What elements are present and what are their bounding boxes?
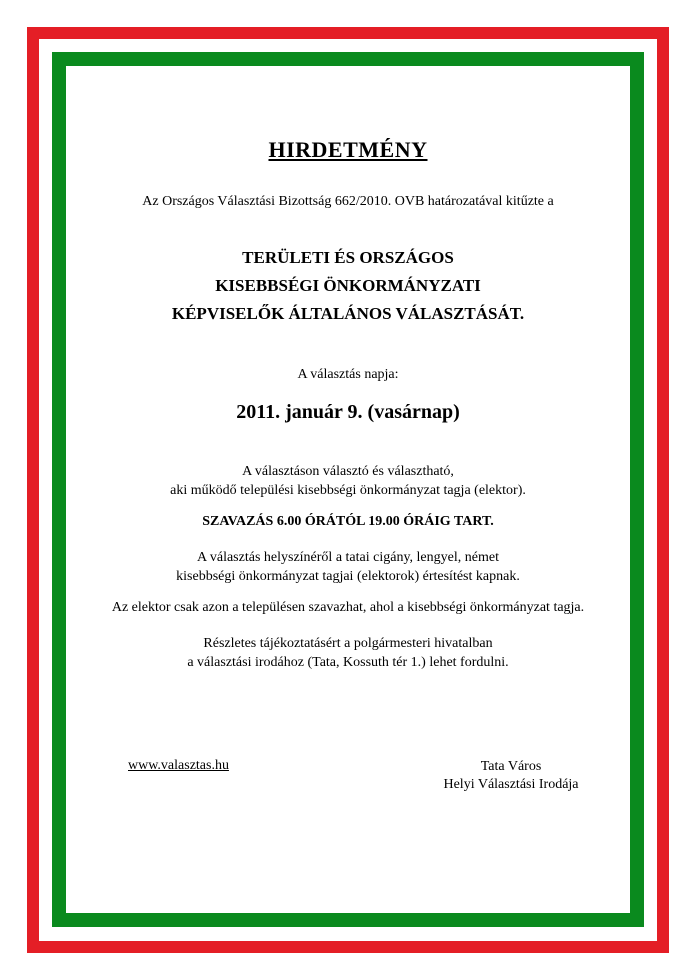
- signature-block: [426, 758, 596, 794]
- contact-info-line-2: a választási irodához (Tata, Kossuth tér 1.) lehet fordulni.: [187, 655, 509, 670]
- eligibility-text: [66, 462, 630, 500]
- notice-title: HIRDETMÉNY: [268, 137, 428, 162]
- location-info-line-2: kisebbségi önkormányzat tagjai (elektorok) értesítést kapnak.: [176, 569, 520, 584]
- intro-text: Az Országos Választási Bizottság 662/2010. OVB határozatával kitűzte a: [142, 194, 554, 209]
- elector-rule: Az elektor csak azon a településen szavazhat, ahol a kisebbségi önkormányzat tagja.: [111, 600, 585, 615]
- notice-body: [66, 66, 630, 913]
- election-date-label: A választás napja:: [297, 367, 399, 382]
- location-info-line-1: A választás helyszínéről a tatai cigány, lengyel, német: [197, 550, 499, 565]
- signature-line-1: Tata Város: [480, 759, 542, 774]
- signature-line-2: Helyi Választási Irodája: [443, 777, 579, 792]
- contact-info: [66, 634, 630, 672]
- headline-line-2: KISEBBSÉGI ÖNKORMÁNYZATI: [215, 276, 481, 295]
- election-date: 2011. január 9. (vasárnap): [236, 401, 460, 423]
- eligibility-line-1: A választáson választó és választható,: [242, 464, 454, 479]
- location-info: [66, 548, 630, 586]
- headline-line-3: KÉPVISELŐK ÁLTALÁNOS VÁLASZTÁSÁT.: [171, 304, 525, 323]
- voting-hours: SZAVAZÁS 6.00 ÓRÁTÓL 19.00 ÓRÁIG TART.: [202, 514, 494, 529]
- headline-line-1: TERÜLETI ÉS ORSZÁGOS: [242, 248, 454, 267]
- eligibility-line-2: aki működő települési kisebbségi önkormányzat tagja (elektor).: [170, 483, 526, 498]
- website-link[interactable]: www.valasztas.hu: [128, 758, 229, 773]
- contact-info-line-1: Részletes tájékoztatásért a polgármesteri hivatalban: [203, 636, 493, 651]
